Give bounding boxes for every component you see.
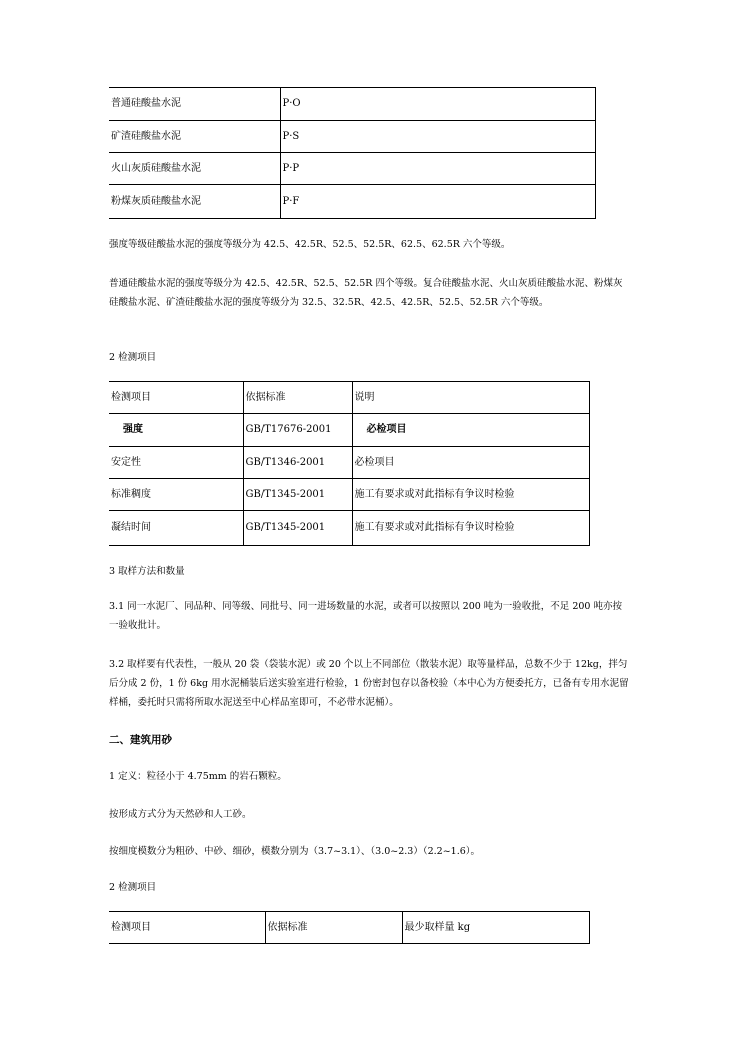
table-cell: P·O [280,88,595,121]
table-cell: 施工有要求或对此指标有争议时检验 [352,479,589,511]
table-cell: 施工有要求或对此指标有争议时检验 [352,511,589,546]
cement-inspection-heading: 2 检测项目 [109,352,157,363]
table-cell: GB/T1346-2001 [243,447,352,479]
sampling-heading: 3 取样方法和数量 [109,566,185,577]
sand-inspection-heading: 2 检测项目 [109,882,157,893]
table-cell: GB/T1345-2001 [243,511,352,546]
sand-formation: 按形成方式分为天然砂和人工砂。 [109,809,252,820]
sand-definition: 1 定义：粒径小于 4.75mm 的岩石颗粒。 [109,771,287,782]
table-cell: 强度 [109,414,243,447]
table-header-row [109,912,589,944]
table-cell: P·F [280,185,595,219]
table-row [109,185,595,219]
column-header: 最少取样量 kg [402,912,589,944]
table-cell: 必检项目 [352,447,589,479]
cement-types-table [109,87,596,219]
table-cell: 必检项目 [352,414,589,447]
column-header: 依据标准 [243,382,352,414]
table-row [109,414,589,447]
table-cell: 凝结时间 [109,511,243,546]
sampling-paragraph-1: 3.1 同一水泥厂、同品种、同等级、同批号、同一进场数量的水泥，或者可以按照以 200 吨为一验收批，不足 200 吨亦按一验收批计。 [109,601,622,631]
table-cell: 标准稠度 [109,479,243,511]
cement-inspection-table [109,381,590,546]
table-row [109,88,595,121]
strength-paragraph-2: 普通硅酸盐水泥的强度等级分为 42.5、42.5R、52.5、52.5R 四个等级。复合硅酸盐水泥、火山灰质硅酸盐水泥、粉煤灰硅酸盐水泥、矿渣硅酸盐水泥的强度等级分为 32.5、32.5R、42.5、42.5R、52.5、52.5R 六个等级。 [109,278,623,308]
sand-section-title: 二、建筑用砂 [109,734,172,746]
table-cell: GB/T1345-2001 [243,479,352,511]
strength-paragraph-1: 强度等级硅酸盐水泥的强度等级分为 42.5、42.5R、52.5、52.5R、62.5、62.5R 六个等级。 [109,239,511,250]
table-cell: P·S [280,121,595,153]
column-header: 说明 [352,382,589,414]
table-cell: GB/T17676-2001 [243,414,352,447]
table-cell: 粉煤灰质硅酸盐水泥 [109,185,280,219]
table-row [109,153,595,185]
column-header: 检测项目 [109,912,265,944]
table-cell: P·P [280,153,595,185]
sand-fineness: 按细度模数分为粗砂、中砂、细砂，模数分别为（3.7~3.1）、（3.0~2.3）（2.2~1.6）。 [109,846,481,857]
column-header: 检测项目 [109,382,243,414]
sampling-paragraph-2: 3.2 取样要有代表性，一般从 20 袋（袋装水泥）或 20 个以上不同部位（散装水泥）取等量样品，总数不少于 12kg，拌匀后分成 2 份，1 份 6kg 用水泥桶装后送实验室进行检验，1 份密封包存以备校验（本中心为方便委托方，已备有专用水泥留样桶，委托时只需将所取水泥送至中心样品室即可，不必带水泥桶）。 [109,659,629,708]
table-row [109,511,589,546]
table-cell: 普通硅酸盐水泥 [109,88,280,121]
sand-inspection-table [109,911,590,944]
table-row [109,121,595,153]
table-row [109,447,589,479]
table-row [109,479,589,511]
table-cell: 火山灰质硅酸盐水泥 [109,153,280,185]
table-cell: 安定性 [109,447,243,479]
table-cell: 矿渣硅酸盐水泥 [109,121,280,153]
table-header-row [109,382,589,414]
column-header: 依据标准 [265,912,402,944]
